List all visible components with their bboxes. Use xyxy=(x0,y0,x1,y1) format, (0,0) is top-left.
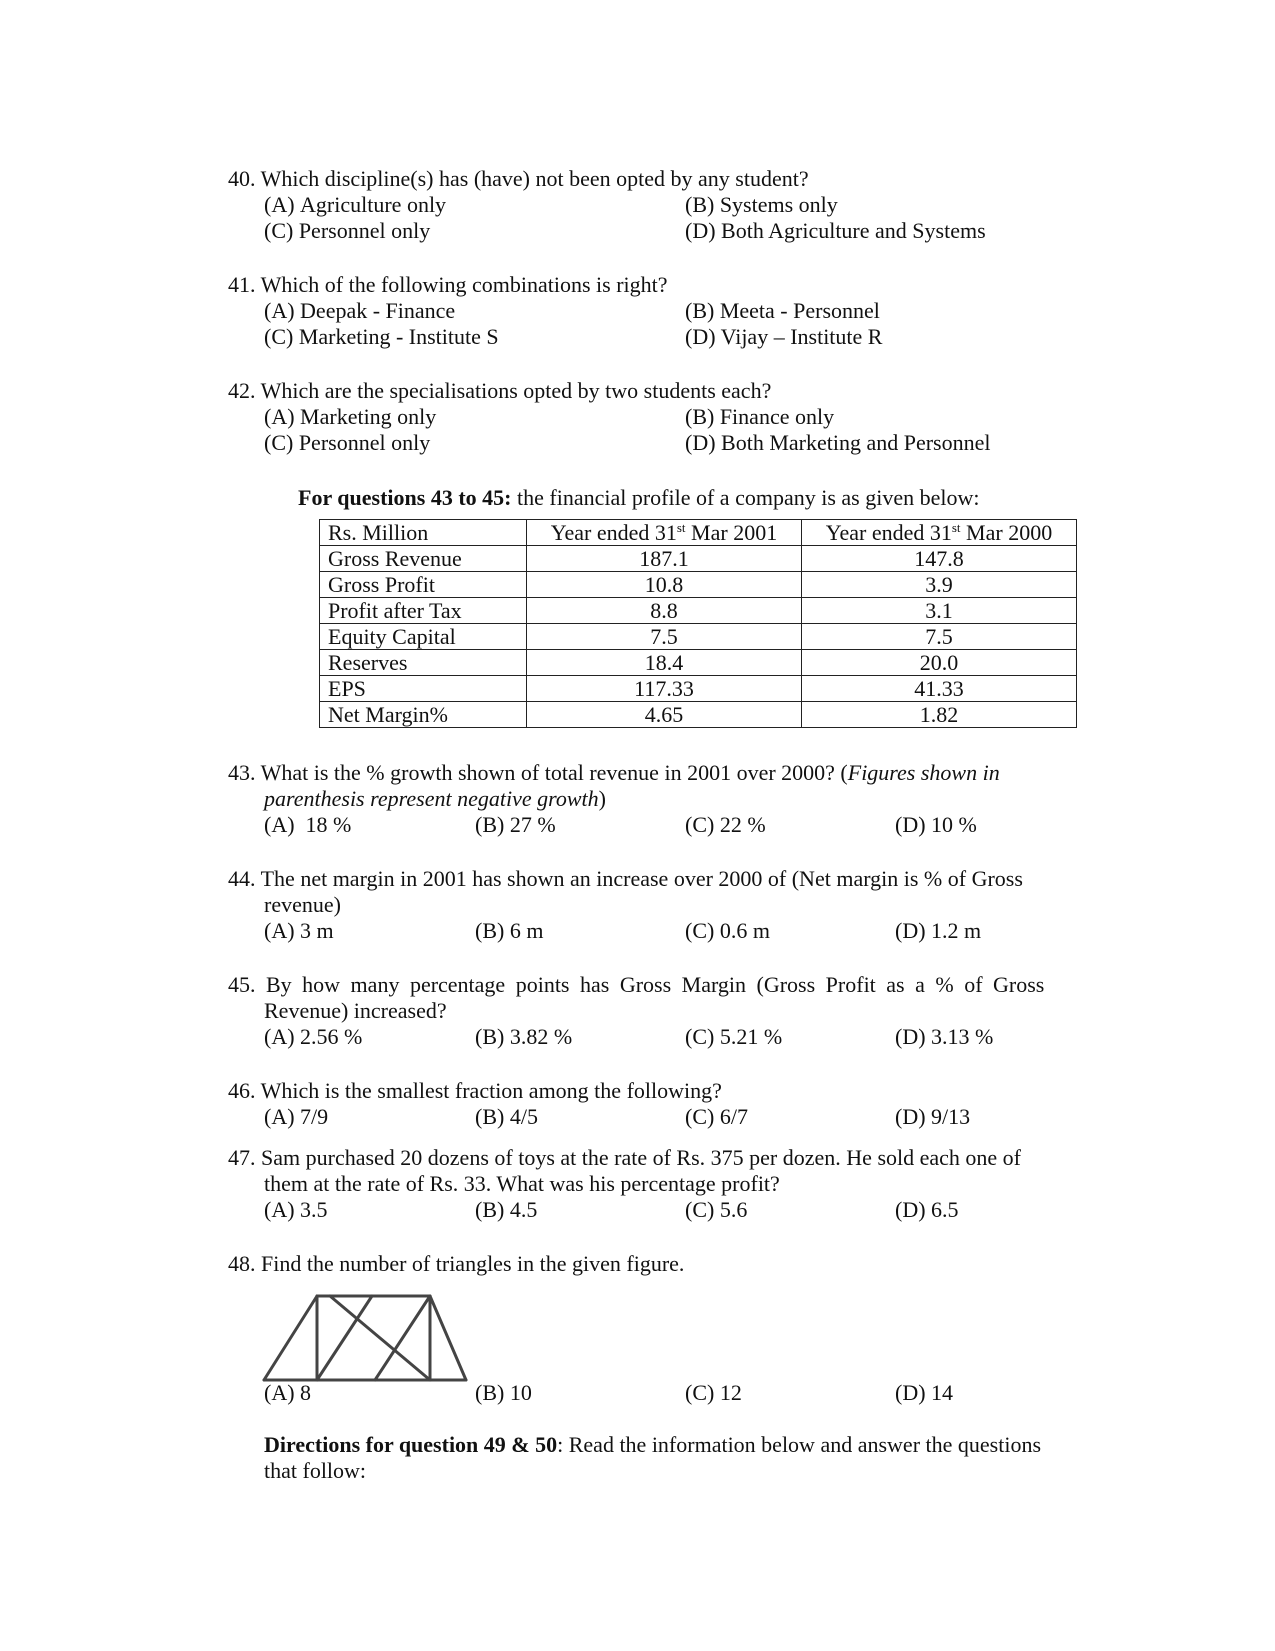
table-cell: 18.4 xyxy=(527,650,802,676)
table-row xyxy=(320,702,1077,728)
directions-text: : Read the information below and answer the questions xyxy=(557,1432,1042,1457)
table-cell: 10.8 xyxy=(527,572,802,598)
option-b: (B) 10 xyxy=(475,1380,532,1405)
option-a: (A) Agriculture only xyxy=(264,192,447,217)
table-cell: 8.8 xyxy=(527,598,802,624)
option-b: (B) Systems only xyxy=(685,192,838,217)
table-cell: Reserves xyxy=(320,650,527,676)
table-cell: 41.33 xyxy=(802,676,1077,702)
question-text: Which discipline(s) has (have) not been opted by any student? xyxy=(260,166,809,191)
table-cell: 3.1 xyxy=(802,598,1077,624)
table-cell: 20.0 xyxy=(802,650,1077,676)
table-header-row xyxy=(320,520,1077,546)
table-intro-text: the financial profile of a company is as given below: xyxy=(511,485,980,510)
figure-left-side xyxy=(264,1296,317,1380)
option-d: (D) Vijay – Institute R xyxy=(685,324,883,349)
question-47 xyxy=(228,1145,1021,1171)
table-cell: 4.65 xyxy=(527,702,802,728)
option-d: (D) 14 xyxy=(895,1380,954,1405)
option-d: (D) Both Agriculture and Systems xyxy=(685,218,986,243)
question-40 xyxy=(228,166,809,192)
question-42 xyxy=(228,378,771,404)
table-cell: Net Margin% xyxy=(320,702,527,728)
table-cell: 147.8 xyxy=(802,546,1077,572)
question-text: By how many percentage points has Gross Margin (Gross Profit as a % of Gross xyxy=(266,972,1045,997)
option-c: (C) Personnel only xyxy=(264,218,431,243)
question-text: Which is the smallest fraction among the following? xyxy=(260,1078,722,1103)
question-text: The net margin in 2001 has shown an increase over 2000 of (Net margin is % of Gross xyxy=(260,866,1023,891)
question-note: Figures shown in xyxy=(847,760,1000,785)
figure-diagonal-3 xyxy=(375,1296,430,1380)
option-c: (C) 6/7 xyxy=(685,1104,748,1129)
option-d: (D) Both Marketing and Personnel xyxy=(685,430,991,455)
table-cell: Profit after Tax xyxy=(320,598,527,624)
question-41 xyxy=(228,272,668,298)
option-c: (C) Personnel only xyxy=(264,430,431,455)
table-cell: EPS xyxy=(320,676,527,702)
question-44 xyxy=(228,866,1023,892)
directions-continuation: that follow: xyxy=(264,1458,367,1483)
option-d: (D) 6.5 xyxy=(895,1197,959,1222)
option-a: (A) Deepak - Finance xyxy=(264,298,456,323)
option-a: (A) 18 % xyxy=(264,812,352,837)
question-continuation: them at the rate of Rs. 33. What was his percentage profit? xyxy=(264,1171,780,1196)
option-a: (A) 3.5 xyxy=(264,1197,328,1222)
option-d: (D) 10 % xyxy=(895,812,977,837)
header-cell: Year ended 31st Mar 2001 xyxy=(527,520,802,546)
table-cell: 117.33 xyxy=(527,676,802,702)
question-number: 40. xyxy=(228,166,256,191)
option-b: (B) 4.5 xyxy=(475,1197,538,1222)
question-45 xyxy=(228,972,1044,998)
option-d: (D) 3.13 % xyxy=(895,1024,994,1049)
option-a: (A) 2.56 % xyxy=(264,1024,363,1049)
table-row xyxy=(320,624,1077,650)
option-d: (D) 1.2 m xyxy=(895,918,982,943)
table-row xyxy=(320,572,1077,598)
table-cell: Gross Revenue xyxy=(320,546,527,572)
option-b: (B) 27 % xyxy=(475,812,556,837)
question-text: Which of the following combinations is right? xyxy=(260,272,668,297)
option-c: (C) 22 % xyxy=(685,812,766,837)
table-row xyxy=(320,598,1077,624)
question-48 xyxy=(228,1251,684,1277)
option-c: (C) 0.6 m xyxy=(685,918,770,943)
header-cell: Rs. Million xyxy=(320,520,527,546)
option-a: (A) 7/9 xyxy=(264,1104,329,1129)
question-number: 47. xyxy=(228,1145,256,1170)
question-text: Which are the specialisations opted by two students each? xyxy=(260,378,772,403)
option-c: (C) Marketing - Institute S xyxy=(264,324,499,349)
table-intro xyxy=(298,485,979,511)
table-row xyxy=(320,546,1077,572)
question-number: 46. xyxy=(228,1078,256,1103)
triangles-figure xyxy=(262,1290,472,1390)
question-continuation: parenthesis represent negative growth) xyxy=(264,786,606,811)
option-c: (C) 12 xyxy=(685,1380,742,1405)
directions-bold: Directions for question 49 & 50 xyxy=(264,1432,558,1457)
financial-table xyxy=(319,519,1077,728)
question-text: What is the % growth shown of total revenue in 2001 over 2000? ( xyxy=(260,760,848,785)
option-b: (B) 6 m xyxy=(475,918,544,943)
question-number: 41. xyxy=(228,272,256,297)
option-a: (A) 8 xyxy=(264,1380,312,1405)
table-cell: 7.5 xyxy=(802,624,1077,650)
option-b: (B) Finance only xyxy=(685,404,835,429)
table-intro-bold: For questions 43 to 45: xyxy=(298,485,512,510)
table-row xyxy=(320,650,1077,676)
table-cell: Equity Capital xyxy=(320,624,527,650)
option-c: (C) 5.21 % xyxy=(685,1024,783,1049)
header-cell: Year ended 31st Mar 2000 xyxy=(802,520,1077,546)
directions xyxy=(264,1432,1041,1458)
table-cell: 7.5 xyxy=(527,624,802,650)
option-a: (A) 3 m xyxy=(264,918,334,943)
table-cell: 187.1 xyxy=(527,546,802,572)
question-43 xyxy=(228,760,1000,786)
option-d: (D) 9/13 xyxy=(895,1104,971,1129)
table-cell: Gross Profit xyxy=(320,572,527,598)
question-number: 43. xyxy=(228,760,256,785)
option-b: (B) Meeta - Personnel xyxy=(685,298,880,323)
question-number: 44. xyxy=(228,866,256,891)
option-c: (C) 5.6 xyxy=(685,1197,748,1222)
question-number: 42. xyxy=(228,378,256,403)
option-b: (B) 4/5 xyxy=(475,1104,538,1129)
question-46 xyxy=(228,1078,722,1104)
question-continuation: Revenue) increased? xyxy=(264,998,447,1023)
question-continuation: revenue) xyxy=(264,892,341,917)
question-number: 45. xyxy=(228,972,256,997)
table-cell: 1.82 xyxy=(802,702,1077,728)
question-number: 48. xyxy=(228,1251,256,1276)
option-b: (B) 3.82 % xyxy=(475,1024,573,1049)
figure-right-side xyxy=(430,1296,466,1380)
table-cell: 3.9 xyxy=(802,572,1077,598)
question-text: Find the number of triangles in the given figure. xyxy=(261,1251,685,1276)
table-row xyxy=(320,676,1077,702)
option-a: (A) Marketing only xyxy=(264,404,437,429)
question-text: Sam purchased 20 dozens of toys at the rate of Rs. 375 per dozen. He sold each one of xyxy=(261,1145,1021,1170)
